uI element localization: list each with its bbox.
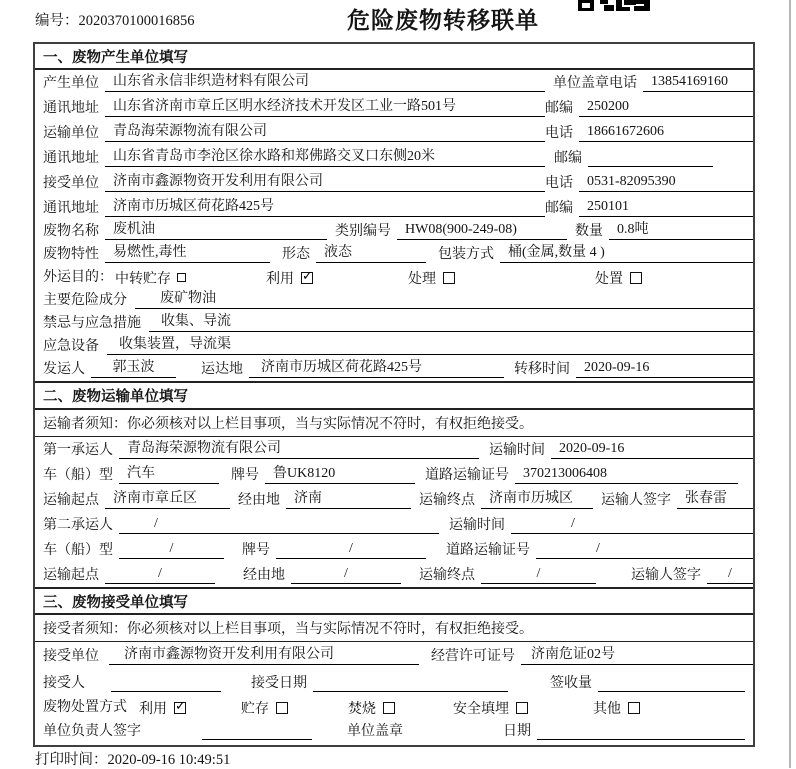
plate2-value: / [276,541,426,559]
disposal-option-burn [348,698,395,718]
purpose-dispose-checkbox [630,272,642,284]
disposal-landfill-checkbox [516,702,528,714]
disposal-option-other-label: 其他 [593,701,621,717]
address-label-3: 通讯地址 [43,201,99,216]
transporter-label: 运输单位 [43,126,99,141]
transfer-time-label: 转移时间 [514,362,570,377]
via-label-1: 经由地 [238,493,280,508]
phone-label-1: 电话 [609,76,637,91]
shipper-label: 发运人 [43,362,85,377]
row-carrier2 [35,512,753,537]
manifest-form [33,42,755,747]
receiver-value: 济南市鑫源物资开发利用有限公司 [105,174,545,192]
purpose-label: 外运目的： [43,269,113,285]
receiver-zip-value: 250101 [579,199,753,217]
accept-unit-value: 济南市鑫源物资开发利用有限公司 [109,647,419,665]
origin-label-1: 运输起点 [43,493,99,508]
transporter-value: 青岛海荣源物流有限公司 [105,124,545,142]
hazard-value: 废矿物油 [135,291,753,309]
disposal-store-checkbox [276,702,288,714]
origin1-value: 济南市章丘区 [105,491,230,509]
traits-label: 废物特性 [43,247,99,262]
permit1-value: 370213006408 [515,466,738,484]
zip-label-2: 邮编 [554,151,582,166]
receiver-label: 接受单位 [43,176,99,191]
row-purpose [35,266,753,289]
disposal-burn-checkbox [383,702,395,714]
purpose-option-use [266,268,313,288]
row-transporter [35,120,753,145]
section2-title: 二、废物运输单位填写 [35,381,753,410]
unit-seal-label: 单位盖章 [347,724,403,739]
sign-label-2: 运输人签字 [631,568,701,583]
date-value [537,724,745,740]
time-label-1: 运输时间 [489,443,545,458]
disposal-option-landfill-label: 安全填埋 [453,701,509,717]
print-time [35,748,230,769]
row-shipper [35,358,753,381]
carrier2-label: 第二承运人 [43,518,113,533]
carrier1-value: 青岛海荣源物流有限公司 [119,441,479,459]
traits-value: 易燃性,毒性 [105,245,270,263]
row-recipient [35,668,753,695]
vehicle1-value: 汽车 [119,466,219,484]
transfer-time-value: 2020-09-16 [576,360,753,378]
row-producer-address [35,95,753,120]
row-receiver [35,170,753,195]
row-accept-unit [35,642,753,668]
packing-value: 桶(金属,数量 4 ) [500,245,753,263]
end1-value: 济南市历城区 [481,491,593,509]
carrier1-label: 第一承运人 [43,443,113,458]
purpose-option-use-label: 利用 [266,271,294,287]
date-label: 日期 [503,724,531,739]
zip-label-1: 邮编 [545,101,573,116]
row-equipment [35,335,753,358]
transporter-phone-value: 18661672606 [579,124,753,142]
waste-name-value: 废机油 [105,222,327,240]
print-time-value: 2020-09-16 10:49:51 [107,752,231,768]
license-label: 经营许可证号 [431,649,515,664]
amount-value [598,676,745,692]
end-label-2: 运输终点 [419,568,475,583]
row-waste-name [35,220,753,243]
purpose-treat-checkbox [443,272,455,284]
form-label: 形态 [282,247,310,262]
receiver-address-value: 济南市历城区荷花路425号 [105,199,545,217]
address-label-1: 通讯地址 [43,101,99,116]
plate1-value: 鲁UK8120 [265,466,415,484]
end-label-1: 运输终点 [419,493,475,508]
accept-unit-label: 接受单位 [43,649,99,664]
packing-label: 包装方式 [438,247,494,262]
via1-value: 济南 [286,491,411,509]
equipment-value: 收集装置，导流渠 [107,337,753,355]
row-route1 [35,487,753,512]
permit2-value: / [536,541,753,559]
hazard-label: 主要危险成分 [43,293,127,308]
row-manager-sign [35,720,753,743]
manager-sign-value [202,724,312,740]
purpose-transfer-checkbox [177,273,186,282]
purpose-option-dispose-label: 处置 [595,271,623,287]
purpose-option-dispose [595,268,642,288]
via2-value: / [291,566,401,584]
origin-label-2: 运输起点 [43,568,99,583]
quantity-value: 0.8吨 [609,222,753,240]
transporter-zip-value [588,151,713,167]
vehicle-label-2: 车（船）型 [43,543,113,558]
disposal-label: 废物处置方式 [43,699,127,715]
section2-notice: 运输者须知：你必须核对以上栏目事项，当与实际情况不符时，有权拒绝接受。 [35,410,753,437]
sign-label-1: 运输人签字 [601,493,671,508]
via-label-2: 经由地 [243,568,285,583]
print-time-label: 打印时间： [35,752,108,768]
disposal-use-checkbox [174,702,186,714]
plate-label-1: 牌号 [231,468,259,483]
vehicle2-value: / [119,541,224,559]
recipient-value [111,676,221,692]
taboo-value: 收集、导流 [149,314,753,332]
producer-address-value: 山东省济南市章丘区明水经济技术开发区工业一路501号 [105,99,545,117]
receiver-phone-value: 0531-82095390 [579,174,753,192]
producer-value: 山东省永信非织造材料有限公司 [105,74,545,92]
equipment-label: 应急设备 [43,339,99,354]
disposal-option-use [139,698,186,718]
taboo-label: 禁忌与应急措施 [43,316,141,331]
sign2-value: / [707,566,753,584]
section1-title: 一、废物产生单位填写 [35,44,753,70]
page-right-edge [789,0,791,768]
transporter-address-value: 山东省青岛市李沧区徐水路和郑佛路交叉口东侧20米 [105,149,545,167]
waste-name-label: 废物名称 [43,224,99,239]
category-label: 类别编号 [335,224,391,239]
producer-zip-value: 250200 [579,99,753,117]
disposal-option-other [593,698,640,718]
purpose-option-treat [408,268,455,288]
disposal-other-checkbox [628,702,640,714]
disposal-option-use-label: 利用 [139,701,167,717]
destination-label: 运达地 [201,362,243,377]
row-taboo [35,312,753,335]
phone-label-3: 电话 [545,176,573,191]
producer-label: 产生单位 [43,76,99,91]
accept-date-label: 接受日期 [251,676,307,691]
permit-label-2: 道路运输证号 [446,543,530,558]
address-label-2: 通讯地址 [43,151,99,166]
carrier2-time-value: / [511,516,753,534]
shipper-value: 郭玉波 [91,360,176,378]
zip-label-3: 邮编 [545,201,573,216]
producer-phone-value: 13854169160 [643,74,753,92]
vehicle-label-1: 车（船）型 [43,468,113,483]
disposal-option-burn-label: 焚烧 [348,701,376,717]
recipient-label: 接受人 [43,676,85,691]
category-code-value: HW08(900-249-08) [397,222,567,240]
qr-code-fragment [578,0,650,11]
end2-value: / [481,566,596,584]
row-producer [35,70,753,95]
doc-number [35,9,195,30]
row-waste-traits [35,243,753,266]
section3-title: 三、废物接受单位填写 [35,587,753,615]
sign1-value: 张春雷 [677,491,753,509]
plate-label-2: 牌号 [242,543,270,558]
doc-number-label: 编号： [35,13,79,29]
purpose-option-transfer-label: 中转贮存 [115,271,171,287]
form-value: 液态 [316,245,426,263]
page-title: 危险废物转移联单 [347,7,539,33]
row-vehicle1 [35,462,753,487]
permit-label-1: 道路运输证号 [425,468,509,483]
disposal-option-store [241,698,288,718]
seal-label: 单位盖章 [553,76,609,91]
purpose-use-checkbox [301,272,313,284]
row-carrier1 [35,437,753,462]
origin2-value: / [105,566,215,584]
section3-notice: 接受者须知：你必须核对以上栏目事项，当与实际情况不符时，有权拒绝接受。 [35,615,753,642]
row-disposal [35,695,753,720]
amount-label: 签收量 [550,676,592,691]
disposal-option-landfill [453,698,528,718]
quantity-label: 数量 [575,224,603,239]
destination-value: 济南市历城区荷花路425号 [249,360,504,378]
license-value: 济南危证02号 [521,647,753,665]
manager-sign-label: 单位负责人签字 [43,724,141,739]
row-hazard [35,289,753,312]
phone-label-2: 电话 [545,126,573,141]
disposal-option-store-label: 贮存 [241,701,269,717]
row-route2 [35,562,753,587]
purpose-option-transfer [115,268,186,288]
row-receiver-address [35,195,753,220]
row-transporter-address [35,145,753,170]
purpose-option-treat-label: 处理 [408,271,436,287]
row-vehicle2 [35,537,753,562]
doc-number-value: 2020370100016856 [78,13,195,29]
time-label-2: 运输时间 [449,518,505,533]
carrier2-value: / [119,516,439,534]
carrier1-time-value: 2020-09-16 [551,441,753,459]
accept-date-value [313,676,508,692]
